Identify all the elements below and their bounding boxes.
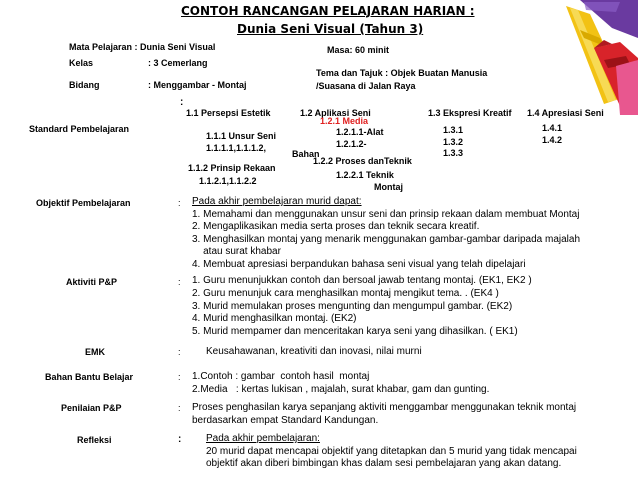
standard-bahan: Bahan — [292, 149, 320, 159]
emk-colon: : — [178, 347, 181, 357]
bidang-value: : Menggambar - Montaj — [148, 80, 247, 90]
bahan-bantu-label: Bahan Bantu Belajar — [45, 372, 134, 382]
mata-pelajaran: Mata Pelajaran : Dunia Seni Visual — [69, 42, 216, 52]
kelas-value: : 3 Cemerlang — [148, 58, 208, 68]
standard-1-1-1-1: 1.1.1.1,1.1.1.2, — [206, 143, 267, 153]
crayons-image — [520, 0, 638, 115]
standard-1-2-1: 1.2.1 Media — [320, 116, 369, 126]
emk-label: EMK — [85, 347, 105, 357]
refleksi-item: 20 murid dapat mencapai objektif yang ditetapkan dan 5 murid yang tidak mencapai — [206, 445, 577, 457]
page-title-line2: Dunia Seni Visual (Tahun 3) — [237, 22, 424, 36]
objektif-label: Objektif Pembelajaran — [36, 198, 131, 208]
objektif-item: atau surat khabar — [192, 246, 281, 258]
standard-1-1-2: 1.1.2 Prinsip Rekaan — [188, 163, 276, 173]
standard-montaj: Montaj — [374, 182, 403, 192]
aktiviti-item: 5. Murid mempamer dan menceritakan karya seni yang dihasilkan. ( EK1) — [192, 326, 518, 338]
penilaian-content — [192, 401, 576, 427]
standard-1-3: 1.3 Ekspresi Kreatif — [428, 108, 512, 118]
bidang-label: Bidang — [69, 80, 100, 90]
refleksi-content — [206, 433, 577, 471]
bahan-bantu-item: 2.Media : kertas lukisan , majalah, surat khabar, gam dan gunting. — [192, 384, 490, 395]
standard-1-2-1-2: 1.2.1.2- — [336, 139, 367, 149]
standard-1-2: 1.2 Aplikasi Seni — [300, 108, 371, 118]
objektif-intro: Pada akhir pembelajaran murid dapat: — [192, 196, 362, 207]
standard-1-4-1: 1.4.1 — [542, 123, 563, 133]
standard-1-3-3: 1.3.3 — [443, 148, 464, 158]
aktiviti-item: 2. Guru menunjuk cara menghasilkan montaj mengikut tema. . (EK4 ) — [192, 287, 499, 299]
refleksi-intro: Pada akhir pembelajaran: — [206, 433, 320, 444]
tema-line1: Tema dan Tajuk : Objek Buatan Manusia — [316, 68, 488, 78]
standard-1-2-2-1: 1.2.2.1 Teknik — [336, 170, 394, 180]
kelas-label: Kelas — [69, 58, 94, 68]
refleksi-colon: : — [178, 434, 182, 445]
standard-1-1-2-1: 1.1.2.1,1.1.2.2 — [199, 176, 257, 186]
standard-1-3-1: 1.3.1 — [443, 125, 464, 135]
bahan-bantu-content — [192, 370, 489, 396]
standard-1-2-2: 1.2.2 Proses danTeknik — [313, 156, 412, 166]
emk-text: Keusahawanan, kreativiti dan inovasi, nilai murni — [206, 346, 422, 357]
aktiviti-content — [192, 275, 532, 339]
standard-1-3-2: 1.3.2 — [443, 137, 464, 147]
refleksi-label: Refleksi — [77, 435, 112, 445]
aktiviti-colon: : — [178, 277, 181, 287]
standard-1-4: 1.4 Apresiasi Seni — [527, 108, 604, 118]
aktiviti-item: 1. Guru menunjukkan contoh dan bersoal jawab tentang montaj. (EK1, EK2 ) — [192, 275, 532, 286]
standard-1-1-1: 1.1.1 Unsur Seni — [206, 131, 277, 141]
objektif-item: 1. Memahami dan menggunakan unsur seni dan prinsip rekaan dalam membuat Montaj — [192, 208, 580, 220]
aktiviti-label: Aktiviti P&P — [66, 277, 118, 287]
masa: Masa: 60 minit — [327, 45, 390, 55]
bahan-bantu-colon: : — [178, 372, 181, 382]
standard-label: Standard Pembelajaran — [29, 124, 130, 134]
objektif-item: 3. Menghasilkan montaj yang menarik menggunakan gambar-gambar daripada majalah — [192, 233, 581, 245]
penilaian-label: Penilaian P&P — [61, 403, 122, 413]
penilaian-item: Proses penghasilan karya sepanjang aktiviti menggambar menggunakan teknik montaj — [192, 402, 577, 413]
page-title-line1: CONTOH RANCANGAN PELAJARAN HARIAN : — [181, 4, 475, 18]
objektif-item: 2. Mengaplikasikan media serta proses dan teknik secara kreatif. — [192, 221, 480, 233]
standard-1-1: 1.1 Persepsi Estetik — [186, 108, 271, 118]
aktiviti-item: 4. Murid menghasilkan montaj. (EK2) — [192, 313, 357, 325]
standard-1-2-1-1: 1.2.1.1-Alat — [336, 127, 384, 137]
bahan-bantu-item: 1.Contoh : gambar contoh hasil montaj — [192, 371, 370, 382]
objektif-item: 4. Membuat apresiasi berpandukan bahasa seni visual yang telah dipelajari — [192, 258, 526, 270]
penilaian-colon: : — [178, 403, 181, 413]
standard-colon: : — [180, 97, 184, 108]
tema-line2: /Suasana di Jalan Raya — [316, 81, 416, 91]
standard-1-4-2: 1.4.2 — [542, 135, 563, 145]
penilaian-item: berdasarkan empat Standard Kandungan. — [192, 415, 379, 426]
refleksi-item: objektif akan diberi bimbingan khas dalam sesi pembelajaran yang akan datang. — [206, 458, 562, 469]
aktiviti-item: 3. Murid memulakan proses mengunting dan mengumpul gambar. (EK2) — [192, 300, 513, 312]
crayon-pink-icon — [616, 60, 638, 115]
objektif-content — [192, 196, 580, 272]
objektif-colon: : — [178, 198, 181, 208]
